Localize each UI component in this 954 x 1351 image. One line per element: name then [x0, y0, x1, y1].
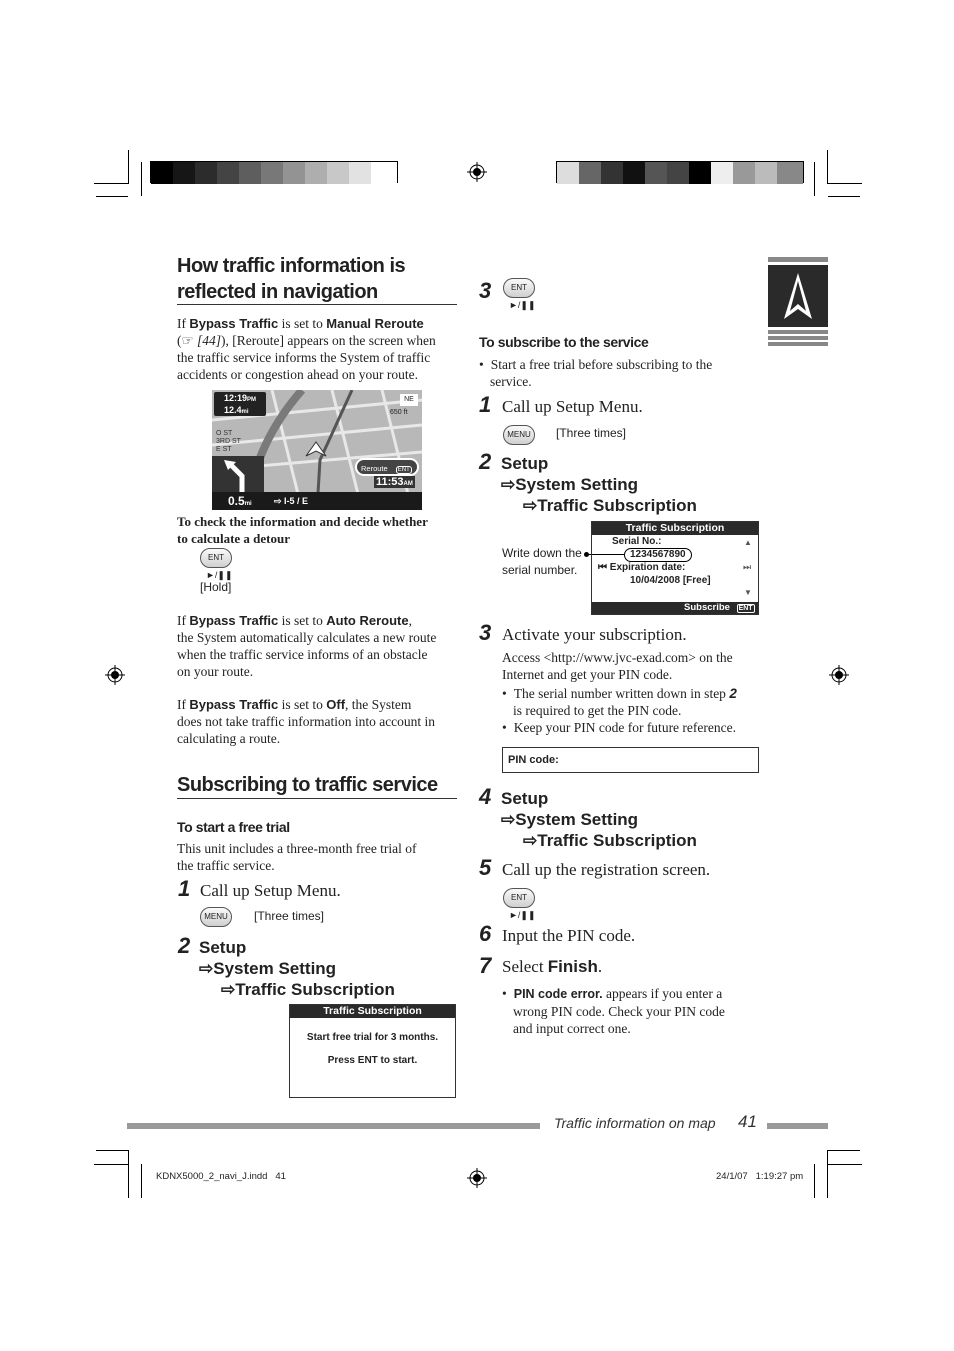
ent-button[interactable]: ENT: [503, 278, 535, 298]
ent-button[interactable]: ENT: [200, 548, 232, 568]
step-text: Activate your subscription.: [502, 625, 687, 644]
subscribe-button[interactable]: Subscribe ENT: [684, 602, 753, 613]
print-date: 24/1/07 1:19:27 pm: [716, 1171, 804, 1182]
file-name: KDNX5000_2_navi_J.indd 41: [156, 1171, 286, 1182]
scroll-up-icon[interactable]: ▲: [744, 538, 752, 547]
previous-icon: ⏮: [598, 562, 607, 573]
three-times-note: [Three times]: [556, 426, 627, 440]
menu-path: Setup ⇨System Setting ⇨Traffic Subscription: [501, 454, 697, 515]
page-number: 41: [738, 1112, 757, 1131]
registration-mark-right: [829, 665, 849, 685]
step-text: Call up Setup Menu.: [502, 397, 643, 416]
heading-rule: [177, 798, 457, 799]
ent-button[interactable]: ENT: [503, 888, 535, 908]
step-number: 1: [178, 876, 191, 901]
registration-mark-top: [467, 162, 487, 182]
step-number: 5: [479, 855, 492, 880]
reroute-button[interactable]: Reroute ENT: [355, 458, 419, 476]
scroll-down-icon[interactable]: ▼: [744, 588, 752, 597]
reference-icon: ☞: [181, 333, 194, 348]
three-times-note: [Three times]: [254, 909, 325, 923]
pin-code-box: PIN code:: [502, 747, 759, 773]
step-text: Call up the registration screen.: [502, 860, 711, 879]
footer-rule-left: [127, 1123, 540, 1129]
next-icon[interactable]: ⏭: [743, 562, 752, 572]
turn-arrow-icon: [220, 458, 256, 494]
check-info-heading: To check the information and decide whether to calculate a detour: [177, 514, 428, 546]
menu-path: Setup ⇨System Setting ⇨Traffic Subscription: [199, 938, 395, 999]
menu-button[interactable]: MENU: [503, 425, 535, 445]
registration-mark-left: [105, 665, 125, 685]
menu-path: Setup ⇨System Setting ⇨Traffic Subscription: [501, 789, 697, 850]
crop-marks-bottom: [0, 1150, 954, 1210]
subscription-screen: Traffic Subscription Serial No.: 1234567890 ▲ ⏮ Expiration date: ⏭ 10/04/2008 [Free] ▼ Subscribe ENT: [591, 521, 759, 615]
step-text: Call up Setup Menu.: [200, 881, 341, 900]
step-number: 3: [479, 620, 492, 645]
navigation-map-screen: 12:19PM 12.4mi NE 650 ft O ST 3RD ST E ST Reroute ENT 11:53AM 0.5mi ⇨ I-5 / E: [212, 390, 422, 510]
para-auto-reroute: If Bypass Traffic is set to Auto Reroute, the System automatically calculates a new route when the traffic service informs of an obstacle on your route.: [177, 613, 437, 679]
step-number: 2: [479, 449, 492, 474]
heading-rule: [177, 304, 457, 305]
footer-section-title: Traffic information on map: [554, 1115, 716, 1131]
bullet-list: • The serial number written down in step 2 is required to get the PIN code. • Keep your PIN code for future reference.: [502, 686, 737, 735]
compass-indicator: NE: [400, 394, 418, 406]
footer-rule-right: [767, 1123, 828, 1129]
step-number: 3: [479, 278, 492, 303]
subscribe-heading: To subscribe to the service: [479, 334, 649, 350]
pin-error-note: • PIN code error. appears if you enter a wrong PIN code. Check your PIN code and input correct one.: [502, 986, 725, 1036]
step-text: Input the PIN code.: [502, 926, 636, 945]
para-manual-reroute: If Bypass Traffic is set to Manual Reroute (☞ [44]), [Reroute] appears on the screen when the traffic service informs the System of traffic accidents or congestion ahead on your route.: [177, 316, 436, 382]
play-pause-symbol: ►/❚❚: [509, 300, 536, 310]
step-number: 6: [479, 921, 492, 946]
serial-callout: Write down the serial number.: [502, 546, 582, 577]
subscribe-bullet: • Start a free trial before subscribing to the service.: [479, 357, 713, 389]
color-bar-right: [556, 161, 804, 183]
step-number: 2: [178, 933, 191, 958]
step-number: 1: [479, 392, 492, 417]
hold-note: [Hold]: [200, 580, 232, 594]
navigation-arrow-icon: [782, 271, 814, 323]
step-number: 4: [479, 784, 492, 809]
free-trial-text: This unit includes a three-month free trial of the traffic service.: [177, 841, 417, 873]
play-pause-symbol: ►/❚❚: [509, 910, 536, 920]
section-tab: [768, 257, 828, 349]
play-pause-symbol: ►/❚❚: [206, 570, 233, 580]
section-heading-subscribing: Subscribing to traffic service: [177, 774, 438, 796]
step-number: 7: [479, 953, 492, 978]
access-text: Access <http://www.jvc-exad.com> on the Internet and get your PIN code.: [502, 650, 733, 682]
para-off: If Bypass Traffic is set to Off, the System does not take traffic information into account in calculating a route.: [177, 697, 436, 746]
step-text: Select Finish.: [502, 957, 603, 976]
callout-dot: [584, 552, 589, 557]
section-heading-traffic-reflection: How traffic information is reflected in navigation: [177, 255, 406, 303]
free-trial-heading: To start a free trial: [177, 819, 290, 835]
color-bar-left: [150, 161, 398, 183]
serial-number: 1234567890: [624, 548, 692, 562]
menu-button[interactable]: MENU: [200, 907, 232, 927]
free-trial-screen: Traffic Subscription Start free trial for 3 months. Press ENT to start.: [289, 1004, 456, 1098]
